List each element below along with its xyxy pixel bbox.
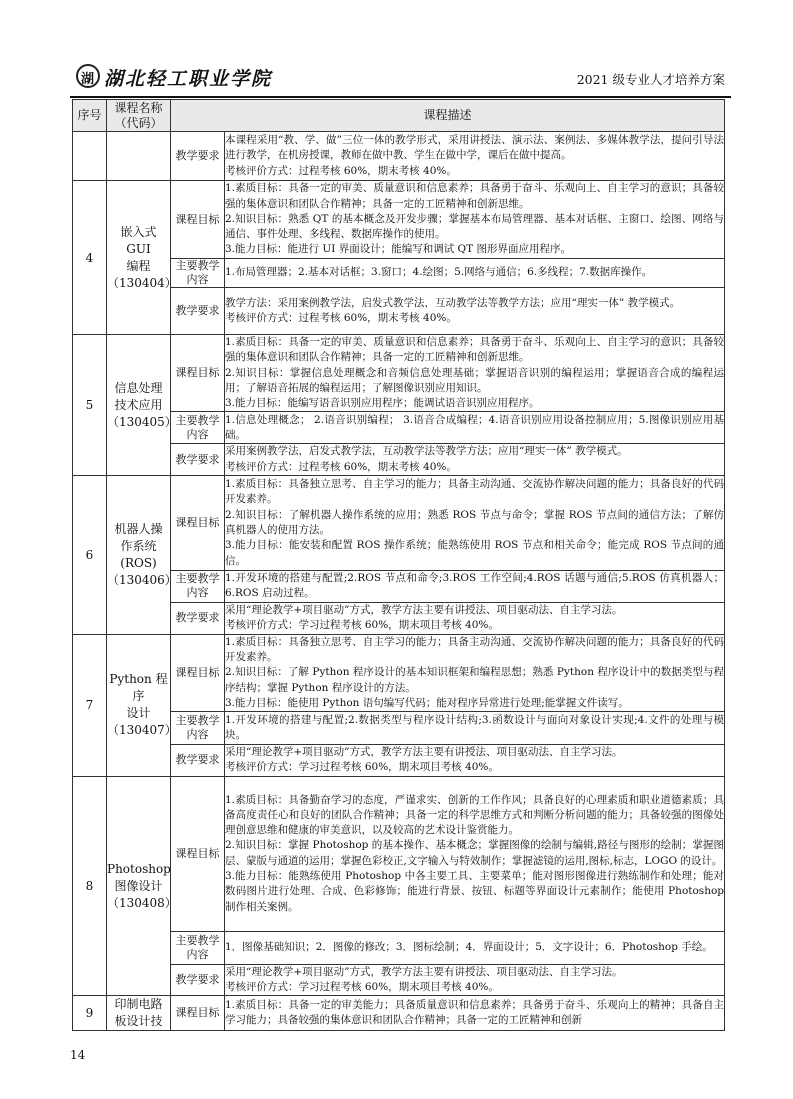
table-row (73, 602, 725, 634)
course-name-line: Python 程序 (109, 672, 168, 704)
label-course-goal (171, 776, 225, 931)
label-teaching-req (171, 288, 225, 335)
label-main-content (171, 931, 225, 964)
description-line: 1.素质目标：具备独立思考、自主学习的能力；具备主动沟通、交流协作解决问题的能力；具备良好的代码开发素养。 (225, 635, 725, 663)
description-line: 考核评价方式：学习过程考核 60%，期末项目考核 40%。 (225, 981, 499, 994)
description-line: 3.能力目标：能进行 UI 界面设计；能编写和调试 QT 图形界面应用程序。 (225, 243, 571, 256)
description-line: 采用“理论教学+项目驱动”方式，教学方法主要有讲授法、项目驱动法、自主学习法。 (225, 965, 623, 978)
page-header (70, 58, 731, 94)
label-teaching-req (171, 132, 225, 181)
table-row (73, 931, 725, 964)
course-name-line: （130408） (107, 895, 177, 910)
label-course-goal (171, 634, 225, 711)
type-label: 课程目标 (175, 846, 220, 860)
description-line: 本课程采用“教、学、做”三位一体的教学形式，采用讲授法、演示法、案例法、多媒体教学法，提问引导法进行教学，在机房授课，教师在做中教、学生在做中学，课后在做中提高。 (225, 134, 725, 162)
teaching-req-text (225, 745, 725, 777)
course-name-line: （130404） (107, 275, 177, 290)
label-main-content (171, 259, 225, 288)
course-name-line: 编程 (126, 258, 151, 273)
type-label: 内容 (186, 427, 209, 441)
school-logo-icon (76, 64, 100, 88)
label-course-goal (171, 181, 225, 259)
table-row (73, 335, 725, 412)
teaching-req-text (225, 602, 725, 634)
type-label: 课程目标 (175, 1006, 220, 1020)
type-label: 内容 (186, 273, 209, 286)
label-main-content (171, 571, 225, 603)
description-line: 2.知识目标：熟悉 QT 的基本概念及开发步骤；掌握基本布局管理器、基本对话框、主窗口、绘图、网络与通信、事件处理、多线程、数据库操作的使用。 (225, 212, 725, 241)
course-goal-text (225, 476, 725, 571)
course-name-line: Photoshop (107, 861, 171, 876)
description-line: 1.素质目标：具备一定的审美、质量意识和信息素养；具备勇于奋斗、乐观向上、自主学习的意识；具备较强的集体意识和团队合作精神；具备一定的工匠精神和创新思维。 (225, 182, 725, 210)
teaching-req-text (225, 288, 725, 335)
course-name-line: (ROS) (120, 555, 157, 570)
table-row (73, 996, 725, 1031)
school-name: 湖北轻工职业学院 (104, 68, 273, 90)
table-row (73, 634, 725, 711)
type-label: 教学要求 (175, 304, 220, 317)
header-divider (70, 96, 731, 98)
table-row (73, 444, 725, 476)
course-name-line: 设计 (126, 706, 151, 721)
course-goal-text (225, 996, 725, 1031)
type-label: 教学要求 (175, 452, 220, 466)
course-number: 9 (73, 996, 107, 1031)
course-name-line: 图像设计 (114, 878, 163, 893)
course-name (107, 181, 177, 335)
course-name-line: 信息处理 (114, 380, 163, 395)
type-label: 主要教学 (175, 572, 220, 586)
label-course-goal (171, 476, 225, 571)
table-row (73, 476, 725, 571)
description-line: 3.能力目标：能使用 Python 语句编写代码；能对程序异常进行处理;能掌握文件读写。 (225, 696, 629, 709)
type-label: 主要教学 (175, 933, 220, 947)
header-no: 序号 (73, 100, 107, 132)
description-line: 1.素质目标：具备一定的审美能力；具备质量意识和信息素养；具备勇于奋斗、乐观向上的精神；具备自主学习能力；具备较强的集体意识和团队合作精神；具备一定的工匠精神和创新 (225, 999, 725, 1027)
label-main-content (171, 712, 225, 745)
table-row (73, 132, 725, 181)
course-table (72, 99, 725, 1031)
course-number: 6 (73, 476, 107, 635)
course-name-line: 机器人操 (114, 521, 163, 536)
type-label: 内容 (186, 586, 209, 600)
type-label: 教学要求 (175, 973, 220, 987)
label-teaching-req (171, 602, 225, 634)
main-content-text (225, 931, 725, 964)
page-number: 14 (70, 1048, 86, 1062)
description-line: 2.知识目标：掌握信息处理概念和音频信息处理基础；掌握语音识别的编程运用；掌握语音合成的编程运用；了解语音拓展的编程运用；了解图像识别应用知识。 (225, 366, 725, 394)
type-label: 主要教学 (175, 714, 220, 728)
course-goal-text (225, 776, 725, 931)
course-name-line: 嵌入式 GUI (120, 224, 157, 256)
main-content-text (225, 571, 725, 603)
type-label: 教学要求 (175, 149, 220, 162)
label-teaching-req (171, 964, 225, 996)
table-header-row (73, 100, 725, 132)
header-description: 课程描述 (171, 100, 725, 132)
table-row (73, 964, 725, 996)
label-course-goal (171, 996, 225, 1031)
logo-glyph: 湖 (81, 72, 95, 87)
description-line: 1．图像基础知识；2．图像的修改；3．图标绘制；4．界面设计；5．文字设计；6．Photoshop 手绘。 (225, 941, 713, 954)
course-number: 8 (73, 776, 107, 996)
description-line: 考核评价方式：过程考核 60%，期末考核 40%。 (225, 164, 457, 177)
course-goal-text (225, 181, 725, 259)
course-name-line: 技术应用 (114, 397, 163, 412)
course-name (107, 634, 177, 776)
type-label: 课程目标 (175, 212, 220, 226)
course-name-line: （130406） (107, 572, 177, 587)
main-content-text (225, 259, 725, 288)
table-row (73, 181, 725, 259)
description-line: 3.能力目标：能熟练使用 Photoshop 中各主要工具、主要菜单；能对图形图像进行熟练制作和处理；能对数码图片进行处理、合成、色彩修饰；能进行背景、按钮、标题等界面设计元素制作；能使用 Photoshop 制作相关案例。 (225, 870, 725, 913)
label-teaching-req (171, 444, 225, 476)
teaching-req-text (225, 964, 725, 996)
description-line: 教学方法：采用案例教学法，启发式教学法，互动教学法等教学方法；应用“理实一体” 教学模式。 (225, 296, 681, 309)
main-content-text (225, 412, 725, 444)
table-row (73, 288, 725, 335)
description-line: 1.素质目标：具备勤奋学习的态度，严谨求实、创新的工作作风；具备良好的心理素质和职业道德素质；具备高度责任心和良好的团队合作精神；具备一定的科学思维方式和判断分析问题的能力；具备较强的图像处理创意思维和健康的审美意识，以及较高的艺术设计鉴赏能力。 (225, 793, 725, 837)
description-line: 1.开发环境的搭建与配置;2.ROS 节点和命令;3.ROS 工作空间;4.ROS 话题与通信;5.ROS 仿真机器人；6.ROS 启动过程。 (225, 572, 725, 600)
course-number: 4 (73, 181, 107, 335)
type-label: 教学要求 (175, 753, 220, 767)
main-content-text (225, 712, 725, 745)
course-name (107, 776, 177, 996)
description-line: 1.布局管理器；2.基本对话框；3.窗口；4.绘图；5.网络与通信；6.多线程；7.数据库操作。 (225, 266, 653, 279)
type-label: 内容 (186, 947, 209, 961)
course-goal-text (225, 634, 725, 711)
course-name-line: 印制电路 (114, 997, 163, 1012)
table-row (73, 776, 725, 931)
empty-cell (107, 132, 171, 181)
teaching-req-text (225, 132, 725, 181)
course-name (107, 335, 177, 476)
course-name (107, 996, 171, 1031)
description-line: 3.能力目标：能安装和配置 ROS 操作系统；能熟练使用 ROS 节点和相关命令；能完成 ROS 节点间的通信。 (225, 539, 725, 567)
header-name-line2: （代码） (114, 115, 163, 130)
description-line: 采用“理论教学+项目驱动”方式，教学方法主要有讲授法、项目驱动法、自主学习法。 (225, 603, 623, 616)
description-line: 考核评价方式：学习过程考核 60%，期末项目考核 40%。 (225, 619, 499, 632)
header-course-name (107, 100, 171, 132)
course-name-line: 板设计技 (114, 1014, 163, 1029)
document-title: 2021 级专业人才培养方案 (576, 72, 725, 87)
type-label: 主要教学 (175, 413, 220, 427)
type-label: 主要教学 (175, 259, 220, 272)
course-name-line: 作系统 (120, 538, 157, 553)
type-label: 课程目标 (175, 516, 220, 530)
description-line: 1.开发环境的搭建与配置;2.数据类型与程序设计结构;3.函数设计与面向对象设计实现;4.文件的处理与模块。 (225, 713, 725, 742)
description-line: 2.知识目标：掌握 Photoshop 的基本操作、基本概念；掌握图像的绘制与编辑,路径与图形的绘制；掌握图层、蒙版与通道的运用；掌握色彩校正,文字输入与特效制作；掌握滤镜的运用,图标,标志，LOGO 的设计。 (225, 839, 725, 867)
label-teaching-req (171, 745, 225, 777)
description-line: 2.知识目标：了解 Python 程序设计的基本知识框架和编程思想；熟悉 Python 程序设计中的数据类型与程序结构；掌握 Python 程序设计的方法。 (225, 666, 725, 694)
description-line: 1.信息处理概念； 2.语音识别编程； 3.语音合成编程；4.语音识别应用设备控制应用；5.图像识别应用基础。 (225, 413, 725, 441)
description-line: 3.能力目标：能编写语音识别应用程序；能调试语音识别应用程序。 (225, 397, 540, 410)
course-number: 7 (73, 634, 107, 776)
header-name-line1: 课程名称 (114, 100, 163, 115)
type-label: 课程目标 (175, 366, 220, 380)
description-line: 2.知识目标：了解机器人操作系统的应用；熟悉 ROS 节点与命令；掌握 ROS 节点间的通信方法；了解仿真机器人的使用方法。 (225, 508, 725, 537)
description-line: 采用案例教学法，启发式教学法，互动教学法等教学方法；应用“理实一体” 教学模式。 (225, 445, 628, 458)
course-name-line: （130405） (107, 414, 177, 429)
course-name-line: （130407） (107, 723, 177, 738)
description-line: 考核评价方式：学习过程考核 60%，期末项目考核 40%。 (225, 761, 499, 774)
type-label: 内容 (186, 728, 209, 742)
description-line: 1.素质目标：具备一定的审美、质量意识和信息素养；具备勇于奋斗、乐观向上、自主学习的意识；具备较强的集体意识和团队合作精神；具备一定的工匠精神和创新思维。 (225, 336, 725, 364)
table-row (73, 745, 725, 777)
course-number: 5 (73, 335, 107, 476)
course-name (107, 476, 177, 635)
description-line: 考核评价方式：过程考核 60%，期末考核 40%。 (225, 460, 457, 473)
label-course-goal (171, 335, 225, 412)
course-goal-text (225, 335, 725, 412)
description-line: 考核评价方式：过程考核 60%，期末考核 40%。 (225, 312, 457, 324)
teaching-req-text (225, 444, 725, 476)
description-line: 1.素质目标：具备独立思考、自主学习的能力；具备主动沟通、交流协作解决问题的能力；具备良好的代码开发素养。 (225, 478, 725, 506)
type-label: 教学要求 (175, 611, 220, 625)
empty-cell (73, 132, 107, 181)
type-label: 课程目标 (175, 665, 220, 679)
label-main-content (171, 412, 225, 444)
description-line: 采用“理论教学+项目驱动”方式，教学方法主要有讲授法、项目驱动法、自主学习法。 (225, 746, 623, 759)
